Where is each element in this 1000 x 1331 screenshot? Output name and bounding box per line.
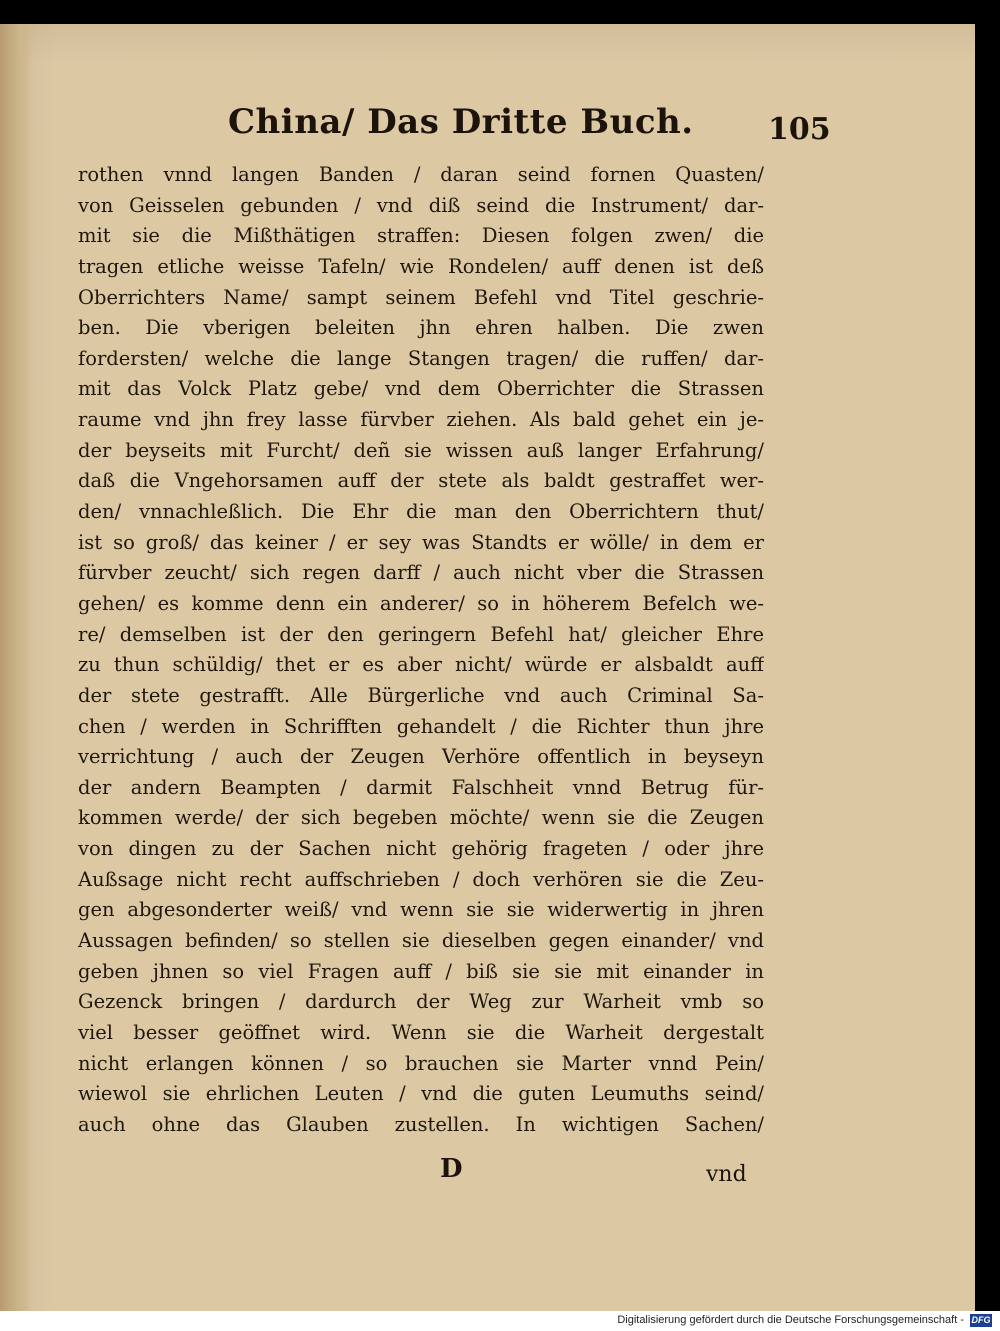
text-line: geben jhnen so viel Fragen auff / biß sie sie mit einander in (78, 959, 764, 983)
footer-credit: Digitalisierung gefördert durch die Deutsche Forschungsgemeinschaft - (617, 1314, 964, 1326)
text-line: raume vnd jhn frey lasse fürvber ziehen. Als bald gehet ein je- (78, 408, 764, 432)
text-line: tragen etliche weisse Tafeln/ wie Rondelen/ auff denen ist deß (78, 254, 764, 278)
text-line: der beyseits mit Furcht/ deñ sie wissen auß langer Erfahrung/ (78, 438, 764, 462)
text-line: von Geisselen gebunden / vnd diß seind die Instrument/ dar- (78, 193, 764, 217)
running-head: China/ Das Dritte Buch. (228, 102, 694, 142)
dfg-logo-icon[interactable]: DFG (971, 1315, 991, 1325)
text-line: gehen/ es komme denn ein anderer/ so in höherem Befelch we- (78, 591, 764, 615)
text-line: Oberrichters Name/ sampt seinem Befehl vnd Titel geschrie- (78, 285, 764, 309)
text-line: ben. Die vberigen beleiten jhn ehren halben. Die zwen (78, 316, 764, 340)
text-line: den/ vnnachleßlich. Die Ehr die man den Oberrichtern thut/ (78, 500, 764, 524)
text-line: von dingen zu der Sachen nicht gehörig frageten / oder jhre (78, 837, 764, 861)
text-line: Gezenck bringen / dardurch der Weg zur Warheit vmb so (78, 990, 764, 1014)
text-line: viel besser geöffnet wird. Wenn sie die Warheit dergestalt (78, 1020, 764, 1044)
text-line: auch ohne das Glauben zustellen. In wichtigen Sachen/ (78, 1112, 764, 1136)
text-line: zu thun schüldig/ thet er es aber nicht/ würde er alsbaldt auff (78, 653, 764, 677)
paper-sheet (0, 24, 975, 1311)
text-line: fordersten/ welche die lange Stangen tragen/ die ruffen/ dar- (78, 346, 764, 370)
text-line: daß die Vngehorsamen auff der stete als baldt gestraffet wer- (78, 469, 764, 493)
text-line: verrichtung / auch der Zeugen Verhöre offentlich in beyseyn (78, 745, 764, 769)
signature-mark: D (440, 1154, 463, 1184)
text-line: gen abgesonderter weiß/ vnd wenn sie sie widerwertig in jhren (78, 898, 764, 922)
text-line: wiewol sie ehrlichen Leuten / vnd die guten Leumuths seind/ (78, 1082, 764, 1106)
text-line: Außsage nicht recht auffschrieben / doch verhören sie die Zeu- (78, 867, 764, 891)
text-line: ist so groß/ das keiner / er sey was Standts er wölle/ in dem er (78, 530, 764, 554)
page-number: 105 (768, 112, 831, 147)
text-line: mit das Volck Platz gebe/ vnd dem Oberrichter die Strassen (78, 377, 764, 401)
text-line: fürvber zeucht/ sich regen darff / auch nicht vber die Strassen (78, 561, 764, 585)
binding-shadow (0, 24, 34, 1311)
catchword: vnd (706, 1162, 747, 1187)
text-line: Aussagen befinden/ so stellen sie dieselben gegen einander/ vnd (78, 929, 764, 953)
body-text (78, 160, 764, 1141)
text-line: chen / werden in Schrifften gehandelt / die Richter thun jhre (78, 714, 764, 738)
text-line: kommen werde/ der sich begeben möchte/ wenn sie die Zeugen (78, 806, 764, 830)
digitization-footer (0, 1311, 1000, 1331)
text-line: der andern Beampten / darmit Falschheit vnnd Betrug für- (78, 775, 764, 799)
text-line: rothen vnnd langen Banden / daran seind fornen Quasten/ (78, 163, 764, 186)
text-line: der stete gestrafft. Alle Bürgerliche vnd auch Criminal Sa- (78, 683, 764, 707)
text-line: re/ demselben ist der den geringern Befehl hat/ gleicher Ehre (78, 622, 764, 646)
text-line: nicht erlangen können / so brauchen sie Marter vnnd Pein/ (78, 1051, 764, 1075)
text-line: mit sie die Mißthätigen straffen: Diesen folgen zwen/ die (78, 224, 764, 248)
